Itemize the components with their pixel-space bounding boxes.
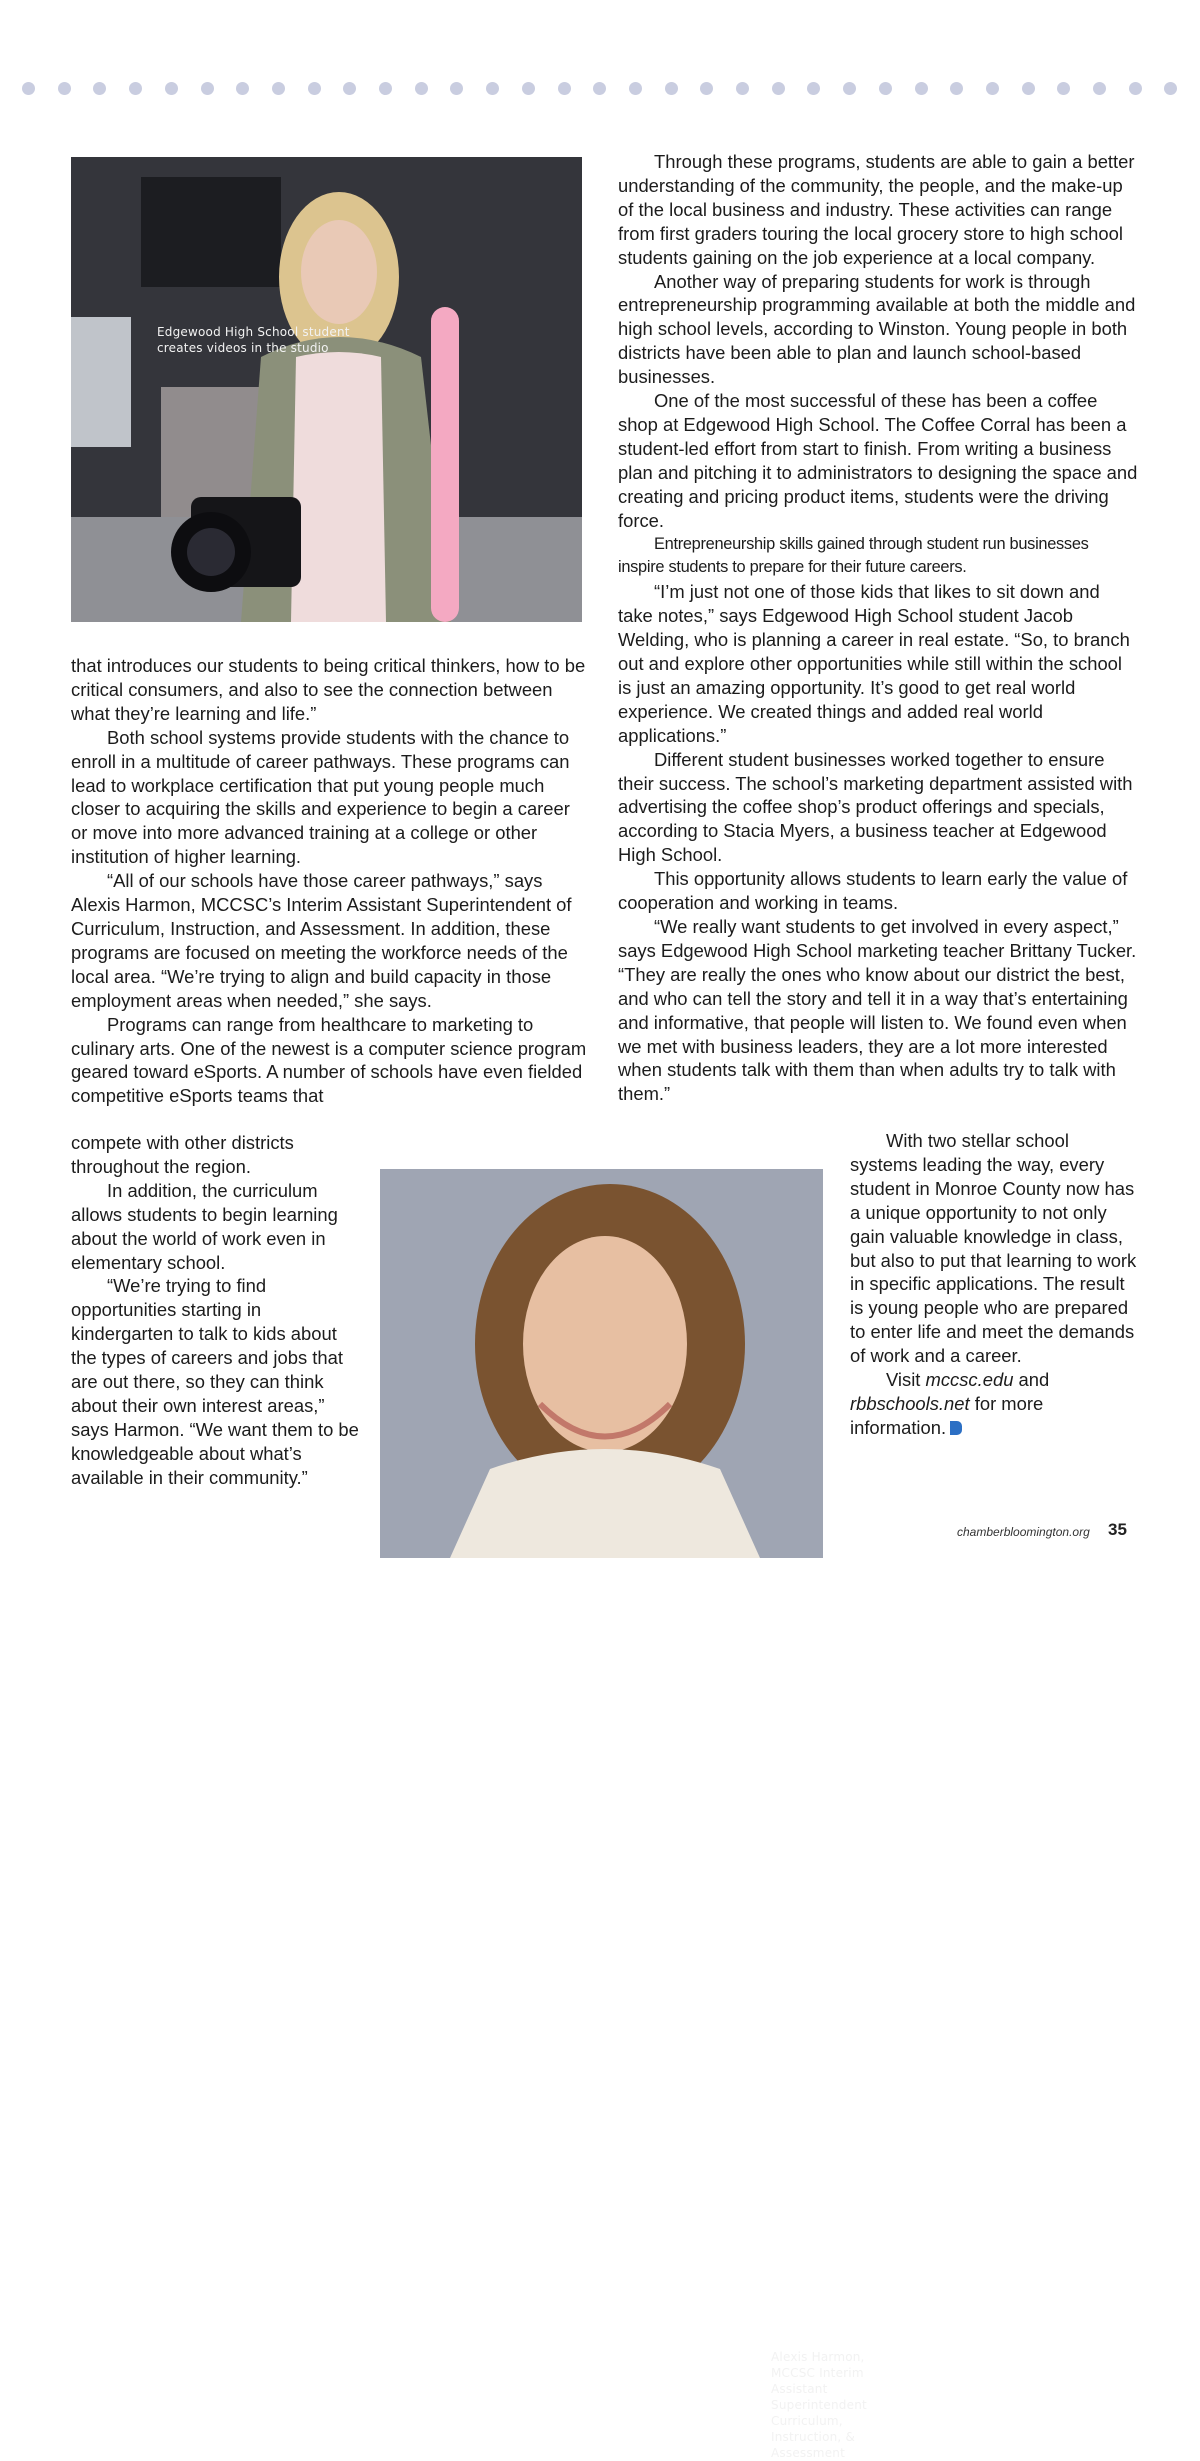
dot: [343, 82, 356, 95]
dot: [1129, 82, 1142, 95]
student-video-illustration: [71, 157, 582, 622]
paragraph: Both school systems provide students with the chance to enroll in a multitude of career pathways. These programs can lead to workplace certification that put young people much closer to acquiring the skills and experience to begin a career or move into more advanced training at a college or other institution of higher learning.: [71, 726, 570, 868]
dot: [1164, 82, 1177, 95]
dot: [1057, 82, 1070, 95]
dot: [165, 82, 178, 95]
dot: [558, 82, 571, 95]
photo-caption: Alexis Harmon, MCCSC Interim Assistant Superintendent Curriculum, Instruction, & Assessment: [771, 2350, 867, 2460]
dot: [1093, 82, 1106, 95]
dot: [843, 82, 856, 95]
paragraph: “All of our schools have those career pathways,” says Alexis Harmon, MCCSC’s Interim Assistant Superintendent of Curriculum, Instruction, and Assessment. In addition, these programs are focused on meeting the workforce needs of the local area. “We’re trying to align and build capacity in those employment areas when needed,” she says.: [71, 870, 572, 1011]
dot: [879, 82, 892, 95]
photo-caption: Edgewood High School student creates videos in the studio: [157, 325, 350, 355]
dot: [486, 82, 499, 95]
rbbschools-link[interactable]: rbbschools.net: [850, 1392, 970, 1414]
dot: [593, 82, 606, 95]
paragraph: Different student businesses worked together to ensure their success. The school’s marketing department assisted with advertising the coffee shop’s product offerings and specials, according to Stacia Myers, a business teacher at Edgewood High School.: [618, 748, 1133, 866]
paragraph: Another way of preparing students for work is through entrepreneurship programming available at both the middle and high school levels, according to Winston. Young people in both districts have been able to plan and launch school-based businesses.: [618, 270, 1136, 388]
portrait-illustration: [380, 1169, 823, 1558]
and-text: and: [1013, 1369, 1050, 1391]
student-photo: [71, 157, 582, 622]
footer-url[interactable]: chamberbloomington.org: [957, 1525, 1090, 1539]
page-number: 35: [1108, 1520, 1127, 1539]
studio-light: [71, 317, 131, 447]
dot: [450, 82, 463, 95]
mccsc-link[interactable]: mccsc.edu: [925, 1369, 1014, 1391]
dot: [201, 82, 214, 95]
dot: [986, 82, 999, 95]
dot: [736, 82, 749, 95]
left-column: [71, 654, 591, 1108]
dot: [950, 82, 963, 95]
paragraph: “We’re trying to find opportunities starting in kindergarten to talk to kids about the types of careers and jobs that are out there, so they can think about their own interest areas,” says Harmon. “We want them to be knowledgeable about what’s available in their community.”: [71, 1275, 359, 1488]
end-mark-icon: [950, 1421, 962, 1435]
paragraph: compete with other districts throughout the region.: [71, 1132, 294, 1177]
portrait-photo: [380, 1169, 867, 2460]
paragraph: that introduces our students to being critical thinkers, how to be critical consumers, and also to see the connection between what they’re learning and life.”: [71, 655, 586, 724]
dot: [1022, 82, 1035, 95]
dotted-rule: [0, 82, 1200, 100]
paragraph: “I’m just not one of those kids that likes to sit down and take notes,” says Edgewood High School student Jacob Welding, who is planning a career in real estate. “So, to branch out and explore other opportunities while still within the school is just an amazing opportunity. It’s good to get real world experience. We created things and added real world applications.”: [618, 581, 1130, 746]
dot: [58, 82, 71, 95]
dot: [236, 82, 249, 95]
right-column: [618, 150, 1138, 1106]
paragraph: “We really want students to get involved in every aspect,” says Edgewood High School marketing teacher Brittany Tucker. “They are really the ones who know about our district the best, and who can tell the story and tell it in a way that’s entertaining and informative, that people will listen to. We found even when we met with business leaders, they are a lot more interested when students talk with them than when adults try to talk with them.”: [618, 916, 1137, 1105]
paragraph: In addition, the curriculum allows students to begin learning about the world of work even in elementary school.: [71, 1179, 338, 1273]
paragraph: Programs can range from healthcare to marketing to culinary arts. One of the newest is a computer science program geared toward eSports. A number of schools have even fielded competitive eSports teams that: [71, 1013, 587, 1107]
dot: [807, 82, 820, 95]
dot: [93, 82, 106, 95]
pink-light-tube: [431, 307, 459, 622]
left-narrow-column: [71, 1131, 361, 1490]
dot: [700, 82, 713, 95]
dot: [772, 82, 785, 95]
dot: [915, 82, 928, 95]
visit-paragraph: [850, 1368, 1140, 1440]
right-narrow-column: [850, 1129, 1140, 1440]
closing-paragraph: With two stellar school systems leading the way, every student in Monroe County now has a unique opportunity to not only gain valuable knowledge in class, but also to put that learning to work in specific applications. The result is young people who are prepared to enter life and meet the demands of work and a career.: [850, 1130, 1137, 1367]
dot: [665, 82, 678, 95]
paragraph: This opportunity allows students to learn early the value of cooperation and working in teams.: [618, 868, 1128, 914]
visit-prefix: Visit: [886, 1369, 926, 1391]
visit-suffix: for more information.: [850, 1392, 1044, 1438]
dot: [629, 82, 642, 95]
dot: [415, 82, 428, 95]
dot: [272, 82, 285, 95]
dot: [308, 82, 321, 95]
paragraph: Through these programs, students are able to gain a better understanding of the community, the people, and the make-up of the local business and industry. These activities can range from first graders touring the local grocery store to high school students gaining on the job experience at a local company.: [618, 151, 1135, 268]
dot: [129, 82, 142, 95]
dot: [379, 82, 392, 95]
dot: [22, 82, 35, 95]
paragraph: One of the most successful of these has been a coffee shop at Edgewood High School. The Coffee Corral has been a student-led effort from start to finish. From writing a business plan and pitching it to administrators to designing the space and creating and pricing product items, students were the driving force.: [618, 390, 1138, 531]
dot: [522, 82, 535, 95]
pull-paragraph: Entrepreneurship skills gained through student run businesses inspire students to prepare for their future careers.: [618, 534, 1089, 577]
wall-monitor: [141, 177, 281, 287]
